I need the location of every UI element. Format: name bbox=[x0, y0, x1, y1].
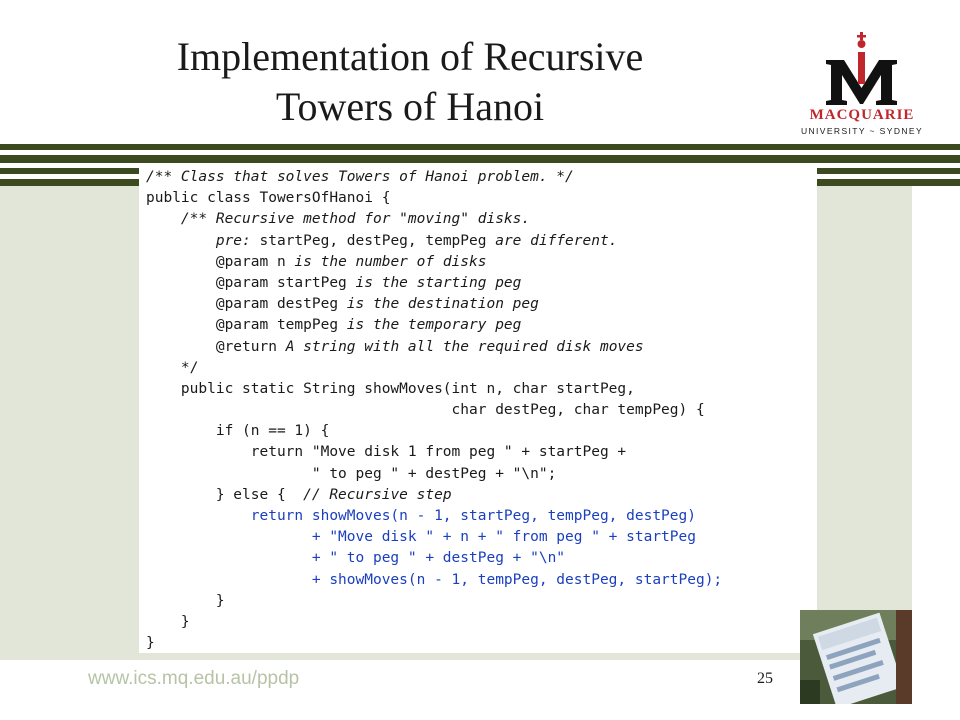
footer-url: www.ics.mq.edu.au/ppdp bbox=[88, 668, 300, 689]
code-token: @param tempPeg bbox=[146, 317, 339, 334]
code-line bbox=[146, 570, 722, 591]
code-token: @return bbox=[146, 338, 286, 355]
logo-subtitle: UNIVERSITY ~ SYDNEY bbox=[800, 126, 924, 136]
code-line bbox=[146, 315, 722, 336]
code-token: @param bbox=[146, 253, 277, 270]
code-line bbox=[146, 527, 722, 548]
page-number: 25 bbox=[757, 670, 773, 687]
slide-title-line-2: Towers of Hanoi bbox=[275, 84, 545, 129]
slide-title bbox=[60, 32, 760, 132]
code-token: A string with all the required disk moves bbox=[285, 338, 644, 355]
code-line bbox=[146, 231, 722, 252]
code-token: public static String showMoves(int n, char startPeg, bbox=[146, 380, 635, 397]
code-token: @param startPeg bbox=[146, 274, 347, 291]
code-token: + " to peg " + destPeg + "\n" bbox=[146, 550, 566, 567]
code-line bbox=[146, 252, 722, 273]
macquarie-logo bbox=[796, 30, 928, 144]
logo-wordmark: MACQUARIE bbox=[809, 107, 915, 123]
code-line bbox=[146, 485, 722, 506]
code-token: pre: bbox=[146, 232, 260, 249]
code-token: } bbox=[146, 613, 190, 630]
header-stripe-1 bbox=[0, 144, 960, 150]
code-line bbox=[146, 273, 722, 294]
code-line bbox=[146, 358, 722, 379]
code-line bbox=[146, 442, 722, 463]
code-token: n bbox=[276, 253, 286, 270]
code-listing bbox=[139, 163, 817, 653]
code-token: is the destination peg bbox=[338, 296, 539, 313]
decorative-photo bbox=[800, 610, 912, 704]
code-line bbox=[146, 400, 722, 421]
code-token: char destPeg, char tempPeg) { bbox=[146, 402, 705, 419]
code-line bbox=[146, 209, 722, 230]
code-line bbox=[146, 337, 722, 358]
code-line bbox=[146, 379, 722, 400]
code-token: are different. bbox=[486, 232, 618, 249]
code-token: public class TowersOfHanoi { bbox=[146, 190, 391, 207]
code-line bbox=[146, 506, 722, 527]
header-stripe-2 bbox=[0, 155, 960, 163]
code-line bbox=[146, 591, 722, 612]
code-token: } else { bbox=[146, 486, 304, 503]
code-token: is the starting peg bbox=[346, 274, 522, 291]
slide-title-line-1: Implementation of Recursive bbox=[176, 34, 644, 79]
code-token: /** Class that solves Towers of Hanoi problem. */ bbox=[146, 169, 574, 185]
code-token: return showMoves(n - 1, startPeg, tempPeg, destPeg) bbox=[146, 508, 696, 524]
code-line bbox=[146, 167, 722, 188]
code-token: // Recursive step bbox=[303, 486, 452, 503]
code-token: } bbox=[146, 592, 225, 609]
code-line bbox=[146, 612, 722, 633]
code-token: */ bbox=[146, 359, 199, 376]
code-line bbox=[146, 294, 722, 315]
code-token: is the number of disks bbox=[285, 253, 487, 270]
code-text bbox=[146, 167, 722, 653]
code-line bbox=[146, 464, 722, 485]
code-token: } bbox=[146, 635, 155, 652]
code-token: if (n == 1) { bbox=[146, 423, 330, 440]
university-crest-icon bbox=[796, 30, 928, 110]
code-token: " to peg " + destPeg + "\n"; bbox=[146, 465, 557, 482]
code-token: + showMoves(n - 1, tempPeg, destPeg, startPeg); bbox=[146, 571, 723, 588]
code-token: startPeg, destPeg, tempPeg bbox=[259, 232, 487, 249]
code-token: is the temporary peg bbox=[338, 317, 522, 334]
code-token: + "Move disk " + n + " from peg " + startPeg bbox=[146, 529, 696, 546]
code-line bbox=[146, 421, 722, 442]
code-token: @param destPeg bbox=[146, 296, 339, 313]
code-token: /** Recursive method for "moving" disks. bbox=[146, 211, 531, 228]
code-line bbox=[146, 633, 722, 653]
code-token: return "Move disk 1 from peg " + startPeg + bbox=[146, 444, 627, 461]
code-line bbox=[146, 548, 722, 569]
code-line bbox=[146, 188, 722, 209]
